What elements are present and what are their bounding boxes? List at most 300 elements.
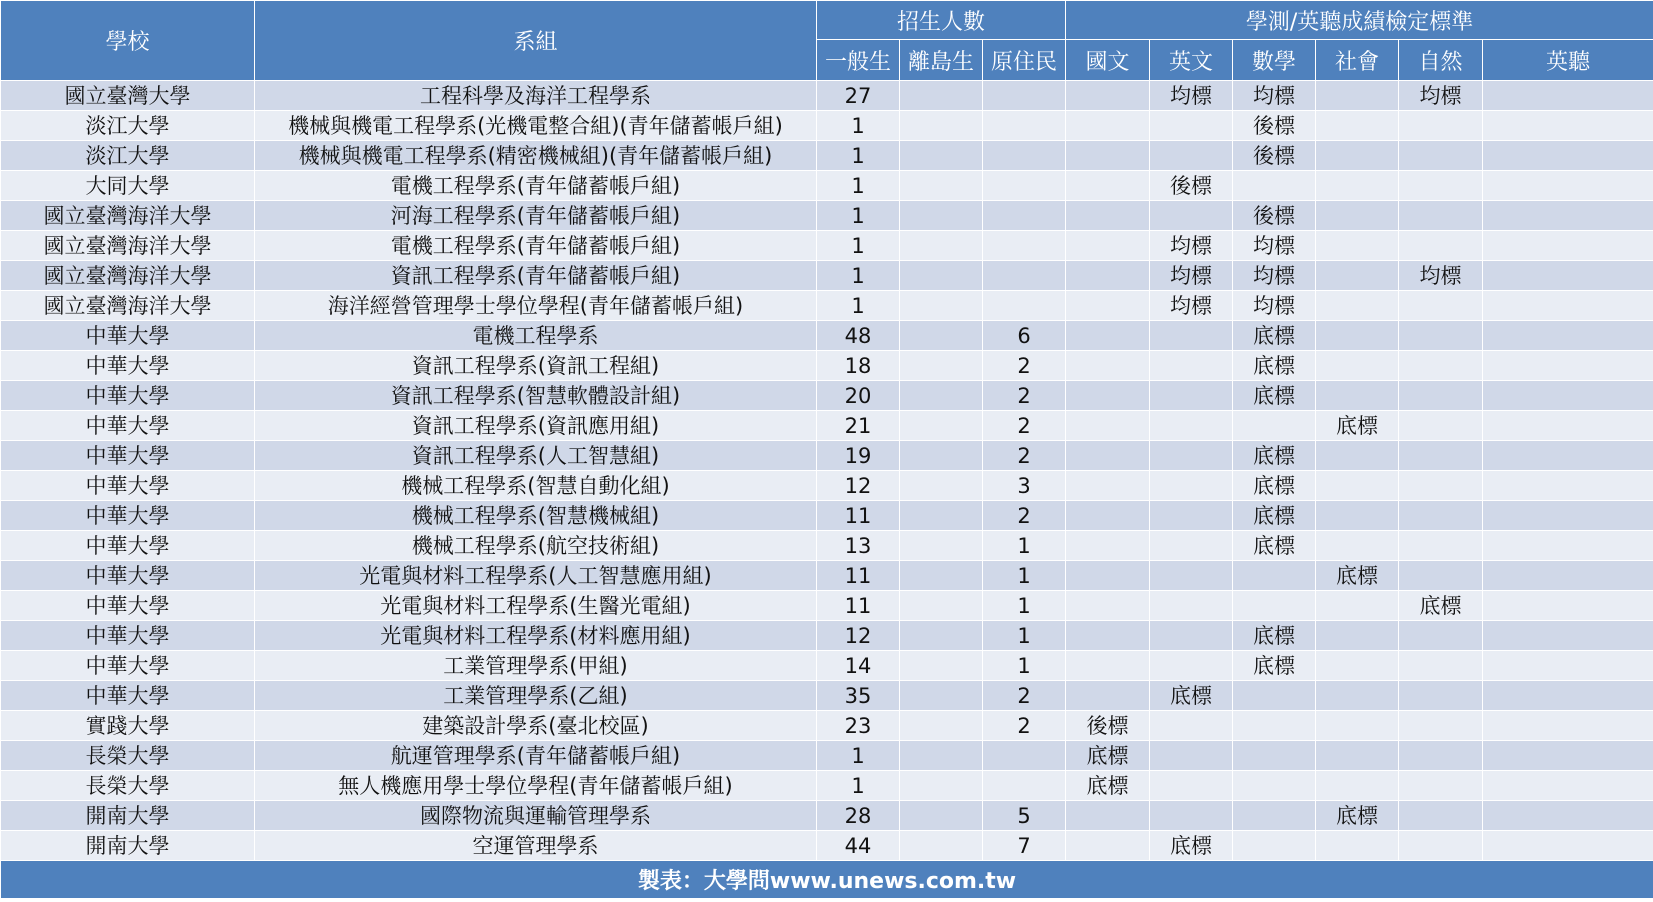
cell-science xyxy=(1399,621,1483,651)
table-row xyxy=(1,201,1653,231)
cell-dept: 光電與材料工程學系(人工智慧應用組) xyxy=(255,561,817,591)
cell-general: 1 xyxy=(817,741,900,771)
cell-social xyxy=(1316,771,1399,801)
cell-school: 中華大學 xyxy=(1,531,255,561)
cell-social: 底標 xyxy=(1316,561,1399,591)
cell-island xyxy=(900,741,983,771)
cell-island xyxy=(900,291,983,321)
cell-science xyxy=(1399,411,1483,441)
cell-dept: 航運管理學系(青年儲蓄帳戶組) xyxy=(255,741,817,771)
cell-chinese xyxy=(1066,591,1150,621)
cell-listening xyxy=(1483,261,1653,291)
cell-dept: 河海工程學系(青年儲蓄帳戶組) xyxy=(255,201,817,231)
cell-english: 均標 xyxy=(1150,231,1233,261)
header-quota-island: 離島生 xyxy=(900,40,983,81)
cell-listening xyxy=(1483,561,1653,591)
cell-social: 底標 xyxy=(1316,801,1399,831)
cell-english xyxy=(1150,411,1233,441)
cell-general: 1 xyxy=(817,171,900,201)
cell-school: 國立臺灣大學 xyxy=(1,81,255,111)
cell-listening xyxy=(1483,621,1653,651)
cell-island xyxy=(900,771,983,801)
header-quota-group: 招生人數 xyxy=(817,1,1066,40)
header-subject-science: 自然 xyxy=(1399,40,1483,81)
cell-general: 11 xyxy=(817,501,900,531)
cell-social xyxy=(1316,651,1399,681)
cell-math: 均標 xyxy=(1233,231,1316,261)
cell-science xyxy=(1399,531,1483,561)
cell-english xyxy=(1150,621,1233,651)
table-footer-credit: 製表：大學問www.unews.com.tw xyxy=(1,861,1653,899)
cell-listening xyxy=(1483,231,1653,261)
cell-social: 底標 xyxy=(1316,411,1399,441)
cell-dept: 機械與機電工程學系(光機電整合組)(青年儲蓄帳戶組) xyxy=(255,111,817,141)
cell-dept: 光電與材料工程學系(生醫光電組) xyxy=(255,591,817,621)
cell-chinese xyxy=(1066,261,1150,291)
cell-english xyxy=(1150,381,1233,411)
cell-english xyxy=(1150,771,1233,801)
cell-social xyxy=(1316,231,1399,261)
cell-listening xyxy=(1483,321,1653,351)
cell-science xyxy=(1399,351,1483,381)
cell-science xyxy=(1399,561,1483,591)
cell-dept: 機械工程學系(智慧自動化組) xyxy=(255,471,817,501)
cell-school: 淡江大學 xyxy=(1,141,255,171)
cell-science xyxy=(1399,831,1483,861)
cell-chinese: 底標 xyxy=(1066,741,1150,771)
cell-island xyxy=(900,201,983,231)
cell-chinese xyxy=(1066,531,1150,561)
cell-listening xyxy=(1483,801,1653,831)
cell-island xyxy=(900,261,983,291)
cell-science xyxy=(1399,141,1483,171)
cell-aboriginal: 2 xyxy=(983,501,1066,531)
cell-aboriginal: 3 xyxy=(983,471,1066,501)
cell-english: 均標 xyxy=(1150,291,1233,321)
cell-science: 底標 xyxy=(1399,591,1483,621)
cell-english: 後標 xyxy=(1150,171,1233,201)
cell-school: 長榮大學 xyxy=(1,741,255,771)
cell-school: 中華大學 xyxy=(1,591,255,621)
cell-general: 1 xyxy=(817,291,900,321)
cell-island xyxy=(900,621,983,651)
cell-listening xyxy=(1483,111,1653,141)
cell-social xyxy=(1316,81,1399,111)
header-quota-general: 一般生 xyxy=(817,40,900,81)
cell-school: 國立臺灣海洋大學 xyxy=(1,231,255,261)
cell-aboriginal: 2 xyxy=(983,411,1066,441)
cell-island xyxy=(900,381,983,411)
cell-general: 11 xyxy=(817,591,900,621)
cell-school: 中華大學 xyxy=(1,681,255,711)
cell-science xyxy=(1399,741,1483,771)
cell-chinese xyxy=(1066,681,1150,711)
table-row xyxy=(1,381,1653,411)
table-body xyxy=(1,81,1653,861)
cell-aboriginal: 1 xyxy=(983,651,1066,681)
cell-school: 開南大學 xyxy=(1,801,255,831)
cell-island xyxy=(900,111,983,141)
cell-chinese xyxy=(1066,831,1150,861)
cell-listening xyxy=(1483,81,1653,111)
cell-aboriginal: 2 xyxy=(983,681,1066,711)
cell-chinese xyxy=(1066,321,1150,351)
cell-social xyxy=(1316,501,1399,531)
cell-school: 中華大學 xyxy=(1,621,255,651)
cell-chinese xyxy=(1066,471,1150,501)
cell-science xyxy=(1399,471,1483,501)
cell-aboriginal: 5 xyxy=(983,801,1066,831)
cell-school: 國立臺灣海洋大學 xyxy=(1,291,255,321)
cell-dept: 國際物流與運輸管理學系 xyxy=(255,801,817,831)
cell-listening xyxy=(1483,711,1653,741)
cell-english xyxy=(1150,351,1233,381)
cell-school: 淡江大學 xyxy=(1,111,255,141)
cell-dept: 建築設計學系(臺北校區) xyxy=(255,711,817,741)
cell-math: 底標 xyxy=(1233,381,1316,411)
cell-chinese: 底標 xyxy=(1066,771,1150,801)
cell-general: 44 xyxy=(817,831,900,861)
cell-math: 後標 xyxy=(1233,111,1316,141)
cell-science xyxy=(1399,231,1483,261)
cell-school: 中華大學 xyxy=(1,561,255,591)
header-standard-group: 學測/英聽成績檢定標準 xyxy=(1066,1,1653,40)
cell-school: 中華大學 xyxy=(1,471,255,501)
cell-science xyxy=(1399,441,1483,471)
cell-aboriginal xyxy=(983,741,1066,771)
cell-math: 底標 xyxy=(1233,531,1316,561)
cell-listening xyxy=(1483,771,1653,801)
cell-general: 11 xyxy=(817,561,900,591)
cell-science xyxy=(1399,651,1483,681)
cell-listening xyxy=(1483,351,1653,381)
cell-social xyxy=(1316,441,1399,471)
cell-dept: 工業管理學系(甲組) xyxy=(255,651,817,681)
cell-aboriginal xyxy=(983,171,1066,201)
cell-school: 實踐大學 xyxy=(1,711,255,741)
cell-math xyxy=(1233,711,1316,741)
cell-general: 12 xyxy=(817,621,900,651)
cell-english xyxy=(1150,801,1233,831)
cell-social xyxy=(1316,711,1399,741)
table-row xyxy=(1,681,1653,711)
cell-science xyxy=(1399,111,1483,141)
cell-aboriginal: 1 xyxy=(983,591,1066,621)
cell-social xyxy=(1316,111,1399,141)
cell-math xyxy=(1233,561,1316,591)
cell-chinese xyxy=(1066,291,1150,321)
cell-school: 中華大學 xyxy=(1,411,255,441)
cell-general: 1 xyxy=(817,231,900,261)
cell-dept: 機械工程學系(航空技術組) xyxy=(255,531,817,561)
cell-science xyxy=(1399,171,1483,201)
cell-science xyxy=(1399,291,1483,321)
cell-dept: 電機工程學系(青年儲蓄帳戶組) xyxy=(255,171,817,201)
cell-chinese xyxy=(1066,111,1150,141)
cell-social xyxy=(1316,621,1399,651)
cell-general: 1 xyxy=(817,261,900,291)
cell-school: 中華大學 xyxy=(1,441,255,471)
table-row xyxy=(1,711,1653,741)
cell-math xyxy=(1233,171,1316,201)
cell-dept: 資訊工程學系(智慧軟體設計組) xyxy=(255,381,817,411)
cell-general: 14 xyxy=(817,651,900,681)
cell-aboriginal xyxy=(983,201,1066,231)
cell-science: 均標 xyxy=(1399,261,1483,291)
cell-dept: 資訊工程學系(青年儲蓄帳戶組) xyxy=(255,261,817,291)
table-row xyxy=(1,561,1653,591)
cell-dept: 光電與材料工程學系(材料應用組) xyxy=(255,621,817,651)
cell-science xyxy=(1399,771,1483,801)
cell-island xyxy=(900,351,983,381)
cell-math xyxy=(1233,741,1316,771)
cell-school: 中華大學 xyxy=(1,651,255,681)
cell-island xyxy=(900,561,983,591)
cell-math xyxy=(1233,831,1316,861)
cell-social xyxy=(1316,381,1399,411)
cell-dept: 資訊工程學系(資訊工程組) xyxy=(255,351,817,381)
cell-school: 中華大學 xyxy=(1,321,255,351)
cell-aboriginal: 1 xyxy=(983,531,1066,561)
cell-math: 底標 xyxy=(1233,471,1316,501)
cell-chinese xyxy=(1066,441,1150,471)
cell-chinese xyxy=(1066,231,1150,261)
cell-english: 均標 xyxy=(1150,261,1233,291)
cell-social xyxy=(1316,831,1399,861)
cell-island xyxy=(900,681,983,711)
cell-science xyxy=(1399,711,1483,741)
cell-aboriginal xyxy=(983,111,1066,141)
cell-general: 13 xyxy=(817,531,900,561)
cell-listening xyxy=(1483,381,1653,411)
cell-social xyxy=(1316,351,1399,381)
cell-english xyxy=(1150,711,1233,741)
cell-math: 後標 xyxy=(1233,201,1316,231)
cell-school: 大同大學 xyxy=(1,171,255,201)
cell-chinese xyxy=(1066,411,1150,441)
cell-listening xyxy=(1483,831,1653,861)
cell-school: 開南大學 xyxy=(1,831,255,861)
header-school: 學校 xyxy=(1,1,255,81)
cell-math: 底標 xyxy=(1233,321,1316,351)
header-quota-aboriginal: 原住民 xyxy=(983,40,1066,81)
table-row xyxy=(1,351,1653,381)
cell-chinese xyxy=(1066,141,1150,171)
cell-english xyxy=(1150,501,1233,531)
cell-english xyxy=(1150,201,1233,231)
cell-listening xyxy=(1483,291,1653,321)
cell-science: 均標 xyxy=(1399,81,1483,111)
table-row xyxy=(1,471,1653,501)
cell-island xyxy=(900,651,983,681)
cell-english xyxy=(1150,591,1233,621)
table-row xyxy=(1,771,1653,801)
cell-english xyxy=(1150,441,1233,471)
cell-math xyxy=(1233,771,1316,801)
cell-social xyxy=(1316,171,1399,201)
cell-aboriginal: 2 xyxy=(983,381,1066,411)
cell-english xyxy=(1150,471,1233,501)
table-row xyxy=(1,261,1653,291)
header-subject-listening: 英聽 xyxy=(1483,40,1653,81)
cell-chinese xyxy=(1066,81,1150,111)
cell-math xyxy=(1233,411,1316,441)
cell-island xyxy=(900,831,983,861)
cell-dept: 電機工程學系(青年儲蓄帳戶組) xyxy=(255,231,817,261)
cell-dept: 機械與機電工程學系(精密機械組)(青年儲蓄帳戶組) xyxy=(255,141,817,171)
cell-aboriginal xyxy=(983,81,1066,111)
cell-general: 1 xyxy=(817,771,900,801)
cell-general: 19 xyxy=(817,441,900,471)
table-row xyxy=(1,531,1653,561)
cell-island xyxy=(900,441,983,471)
header-subject-social: 社會 xyxy=(1316,40,1399,81)
cell-science xyxy=(1399,501,1483,531)
cell-social xyxy=(1316,261,1399,291)
cell-dept: 資訊工程學系(人工智慧組) xyxy=(255,441,817,471)
cell-listening xyxy=(1483,741,1653,771)
table-row xyxy=(1,501,1653,531)
cell-social xyxy=(1316,201,1399,231)
cell-listening xyxy=(1483,591,1653,621)
cell-aboriginal: 2 xyxy=(983,441,1066,471)
cell-aboriginal: 7 xyxy=(983,831,1066,861)
cell-aboriginal xyxy=(983,291,1066,321)
cell-social xyxy=(1316,591,1399,621)
cell-math: 均標 xyxy=(1233,291,1316,321)
cell-english xyxy=(1150,561,1233,591)
cell-aboriginal: 1 xyxy=(983,621,1066,651)
cell-island xyxy=(900,711,983,741)
cell-math: 後標 xyxy=(1233,141,1316,171)
cell-math xyxy=(1233,591,1316,621)
cell-math: 底標 xyxy=(1233,441,1316,471)
cell-general: 23 xyxy=(817,711,900,741)
table-row xyxy=(1,831,1653,861)
cell-listening xyxy=(1483,531,1653,561)
cell-dept: 資訊工程學系(資訊應用組) xyxy=(255,411,817,441)
cell-aboriginal xyxy=(983,771,1066,801)
cell-science xyxy=(1399,381,1483,411)
cell-aboriginal: 2 xyxy=(983,351,1066,381)
cell-island xyxy=(900,801,983,831)
cell-listening xyxy=(1483,141,1653,171)
cell-aboriginal: 2 xyxy=(983,711,1066,741)
cell-general: 35 xyxy=(817,681,900,711)
table-row xyxy=(1,291,1653,321)
cell-english xyxy=(1150,531,1233,561)
cell-island xyxy=(900,501,983,531)
cell-listening xyxy=(1483,501,1653,531)
table-row xyxy=(1,411,1653,441)
cell-social xyxy=(1316,531,1399,561)
cell-school: 國立臺灣海洋大學 xyxy=(1,201,255,231)
cell-general: 28 xyxy=(817,801,900,831)
cell-science xyxy=(1399,681,1483,711)
cell-school: 國立臺灣海洋大學 xyxy=(1,261,255,291)
cell-island xyxy=(900,321,983,351)
cell-island xyxy=(900,141,983,171)
cell-school: 中華大學 xyxy=(1,501,255,531)
cell-chinese xyxy=(1066,501,1150,531)
cell-general: 12 xyxy=(817,471,900,501)
cell-chinese xyxy=(1066,171,1150,201)
cell-dept: 海洋經營管理學士學位學程(青年儲蓄帳戶組) xyxy=(255,291,817,321)
cell-listening xyxy=(1483,171,1653,201)
cell-math: 底標 xyxy=(1233,351,1316,381)
table-row xyxy=(1,621,1653,651)
cell-dept: 工業管理學系(乙組) xyxy=(255,681,817,711)
header-dept: 系組 xyxy=(255,1,817,81)
cell-english xyxy=(1150,141,1233,171)
table-row xyxy=(1,741,1653,771)
table-row xyxy=(1,81,1653,111)
cell-english: 底標 xyxy=(1150,681,1233,711)
cell-island xyxy=(900,171,983,201)
cell-general: 1 xyxy=(817,111,900,141)
table-row xyxy=(1,231,1653,261)
cell-english xyxy=(1150,111,1233,141)
cell-island xyxy=(900,411,983,441)
cell-island xyxy=(900,531,983,561)
cell-dept: 機械工程學系(智慧機械組) xyxy=(255,501,817,531)
cell-english: 均標 xyxy=(1150,81,1233,111)
cell-listening xyxy=(1483,681,1653,711)
cell-chinese xyxy=(1066,201,1150,231)
cell-general: 20 xyxy=(817,381,900,411)
cell-island xyxy=(900,231,983,261)
cell-school: 中華大學 xyxy=(1,351,255,381)
cell-general: 21 xyxy=(817,411,900,441)
cell-general: 1 xyxy=(817,201,900,231)
cell-dept: 空運管理學系 xyxy=(255,831,817,861)
cell-aboriginal xyxy=(983,141,1066,171)
cell-english xyxy=(1150,651,1233,681)
cell-school: 長榮大學 xyxy=(1,771,255,801)
cell-english xyxy=(1150,321,1233,351)
table-header xyxy=(1,1,1653,81)
cell-chinese xyxy=(1066,801,1150,831)
cell-listening xyxy=(1483,201,1653,231)
cell-math: 底標 xyxy=(1233,621,1316,651)
cell-general: 48 xyxy=(817,321,900,351)
table-row xyxy=(1,441,1653,471)
cell-school: 中華大學 xyxy=(1,381,255,411)
cell-math xyxy=(1233,681,1316,711)
cell-listening xyxy=(1483,441,1653,471)
table-row xyxy=(1,321,1653,351)
cell-social xyxy=(1316,681,1399,711)
cell-english: 底標 xyxy=(1150,831,1233,861)
cell-english xyxy=(1150,741,1233,771)
header-subject-math: 數學 xyxy=(1233,40,1316,81)
cell-social xyxy=(1316,141,1399,171)
table-row xyxy=(1,111,1653,141)
cell-aboriginal: 1 xyxy=(983,561,1066,591)
cell-chinese xyxy=(1066,381,1150,411)
cell-chinese xyxy=(1066,351,1150,381)
cell-dept: 工程科學及海洋工程學系 xyxy=(255,81,817,111)
cell-aboriginal: 6 xyxy=(983,321,1066,351)
cell-general: 27 xyxy=(817,81,900,111)
header-subject-english: 英文 xyxy=(1150,40,1233,81)
cell-social xyxy=(1316,291,1399,321)
cell-math: 底標 xyxy=(1233,651,1316,681)
cell-chinese: 後標 xyxy=(1066,711,1150,741)
cell-island xyxy=(900,591,983,621)
cell-aboriginal xyxy=(983,231,1066,261)
table-row xyxy=(1,651,1653,681)
